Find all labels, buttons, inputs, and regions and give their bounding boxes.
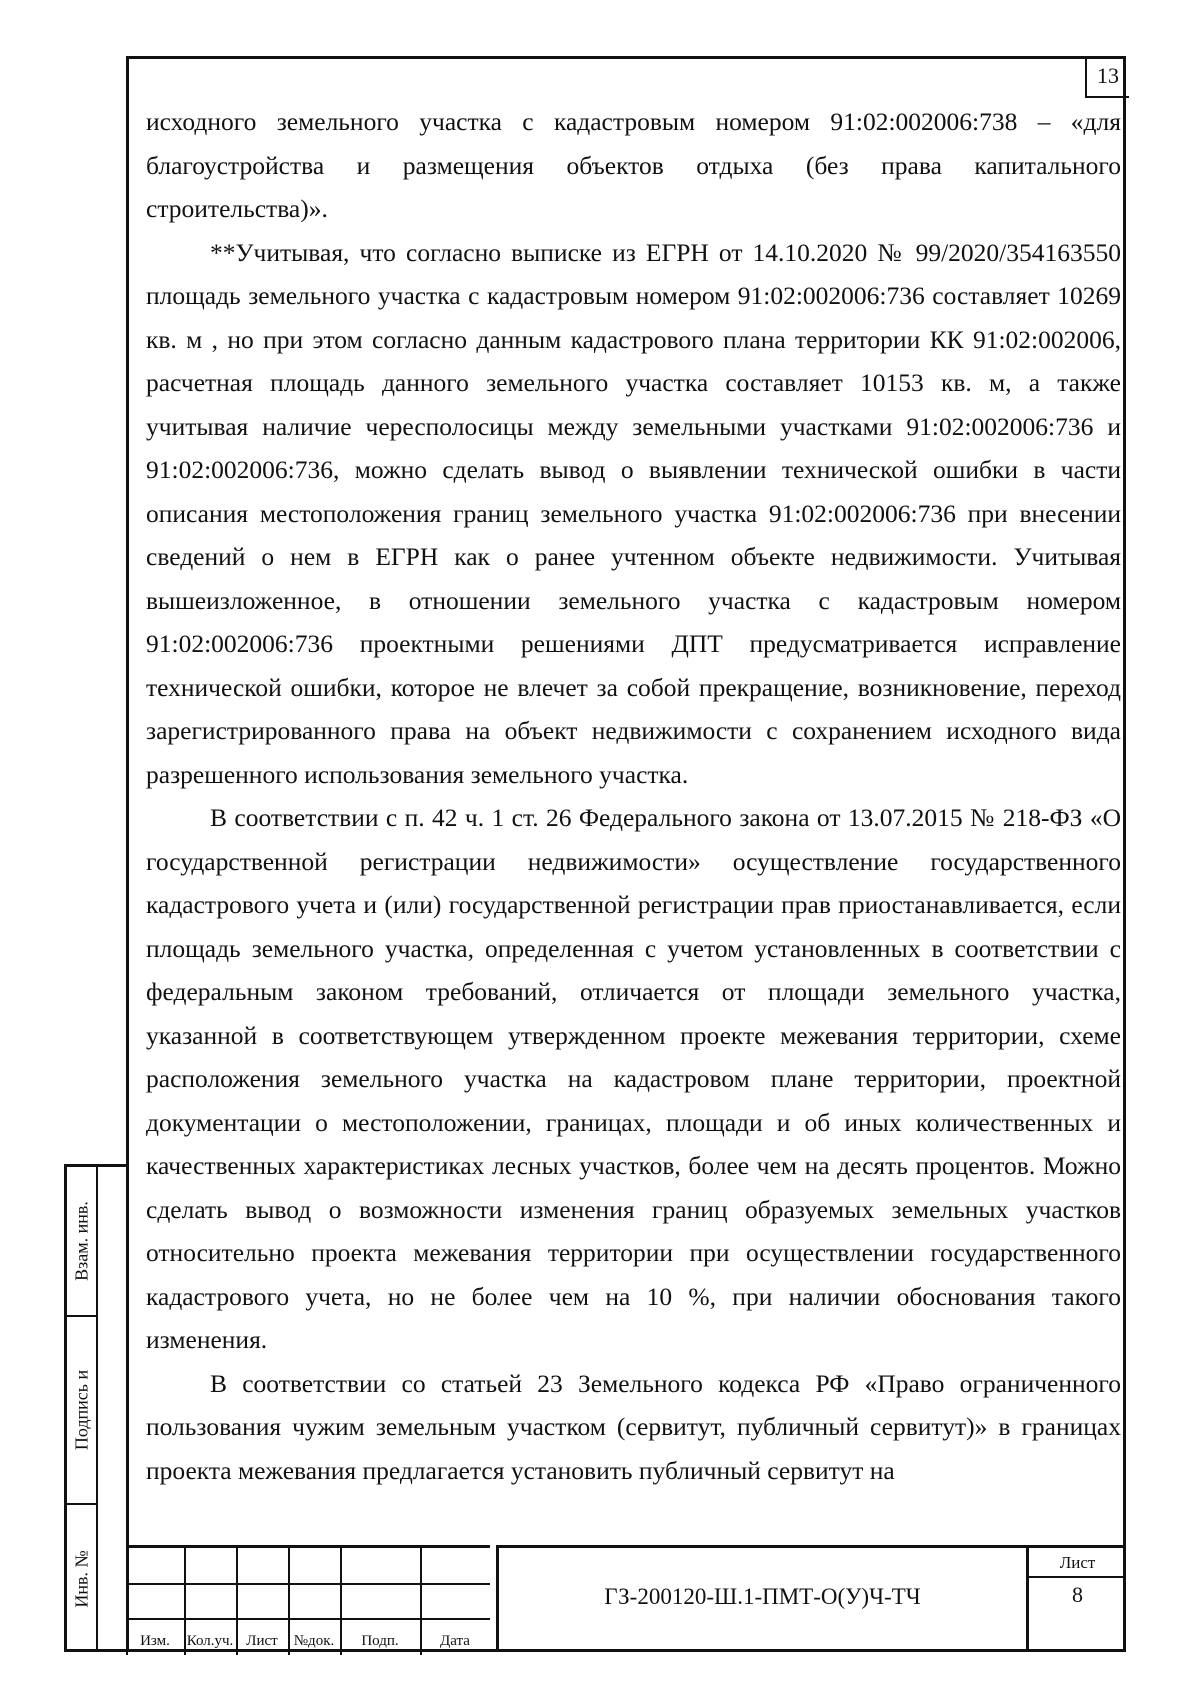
header-kol-uch: Кол.уч. bbox=[186, 1633, 234, 1649]
title-block bbox=[126, 1545, 1126, 1652]
paragraph-4: В соответствии со статьей 23 Земельного кодекса РФ «Право ограниченного пользования чужим земельным участком (сервитут, публичный сервитут)» в границах проекта межевания предлагается установить публичный сервитут на bbox=[146, 1368, 1121, 1485]
document-code: ГЗ-200120-Ш.1-ПМТ-О(У)Ч-ТЧ bbox=[496, 1545, 1026, 1652]
paragraph-2: **Учитывая, что согласно выписке из ЕГРН от 14.10.2020 № 99/2020/354163550 площадь земельного участка с кадастровым номером 91:02:002006:736 составляет 10269 кв. м , но при этом согласно данным кадастрового плана территории КК 91:02:002006, расчетная площадь данного земельного участка составляет 10153 кв. м, а также учитывая наличие чересполосицы между земельными участками 91:02:002006:736 и 91:02:002006:736, можно сделать вывод о выявлении технической ошибки в части описания местоположения границ земельного участка 91:02:002006:736 при внесении сведений о нем в ЕГРН как о ранее учтенном объекте недвижимости. Учитывая вышеизложенное, в отношении земельного участка с кадастровым номером 91:02:002006:736 проектными решениями ДПТ предусматривается исправление технической ошибки, которое не влечет за собой прекращение, возникновение, переход зарегистрированного права на объект недвижимости с сохранением исходного вида разрешенного использования земельного участка. bbox=[146, 237, 1121, 789]
side-label-vzam-inv: Взам. инв. bbox=[71, 1201, 91, 1281]
header-data: Дата bbox=[440, 1633, 470, 1649]
grid-line bbox=[126, 1583, 490, 1585]
header-n-dok: №док. bbox=[293, 1633, 335, 1649]
side-stamp bbox=[64, 1164, 126, 1652]
header-list: Лист bbox=[246, 1633, 278, 1649]
side-label-inv-no: Инв. № bbox=[71, 1549, 91, 1608]
side-label-podpis: Подпись и bbox=[71, 1369, 91, 1451]
title-block-grid bbox=[126, 1545, 490, 1652]
side-cell-podpis bbox=[67, 1317, 98, 1505]
header-izm: Изм. bbox=[140, 1633, 170, 1649]
sheet-label: Лист bbox=[1029, 1548, 1126, 1578]
page-corner-number: 13 bbox=[1085, 56, 1129, 98]
grid-line bbox=[126, 1618, 490, 1620]
side-cell-vzam-inv bbox=[67, 1167, 98, 1317]
side-cell-inv-no bbox=[67, 1505, 98, 1652]
header-podp: Подп. bbox=[361, 1633, 399, 1649]
paragraph-3: В соответствии с п. 42 ч. 1 ст. 26 Федерального закона от 13.07.2015 № 218-ФЗ «О государственной регистрации недвижимости» осуществление государственного кадастрового учета и (или) государственной регистрации прав приостанавливается, если площадь земельного участка, определенная с учетом установленных в соответствии с федеральным законом требований, отличается от площади земельного участка, указанной в соответствующем утвержденном проекте межевания территории, схеме расположения земельного участка на кадастровом плане территории, проектной документации о местоположении, границах, площади и об иных количественных и качественных характеристиках лесных участков, более чем на десять процентов. Можно сделать вывод о возможности изменения границ образуемых земельных участков относительно проекта межевания территории при осуществлении государственного кадастрового учета, но не более чем на 10 %, при наличии обоснования такого изменения. bbox=[146, 803, 1121, 1354]
document-body bbox=[146, 100, 1121, 1492]
sheet-cell bbox=[1026, 1545, 1126, 1652]
sheet-number: 8 bbox=[1072, 1582, 1083, 1607]
paragraph-1: исходного земельного участка с кадастровым номером 91:02:002006:738 – «для благоустройства и размещения объектов отдыха (без права капитального строительства)». bbox=[146, 107, 1121, 223]
